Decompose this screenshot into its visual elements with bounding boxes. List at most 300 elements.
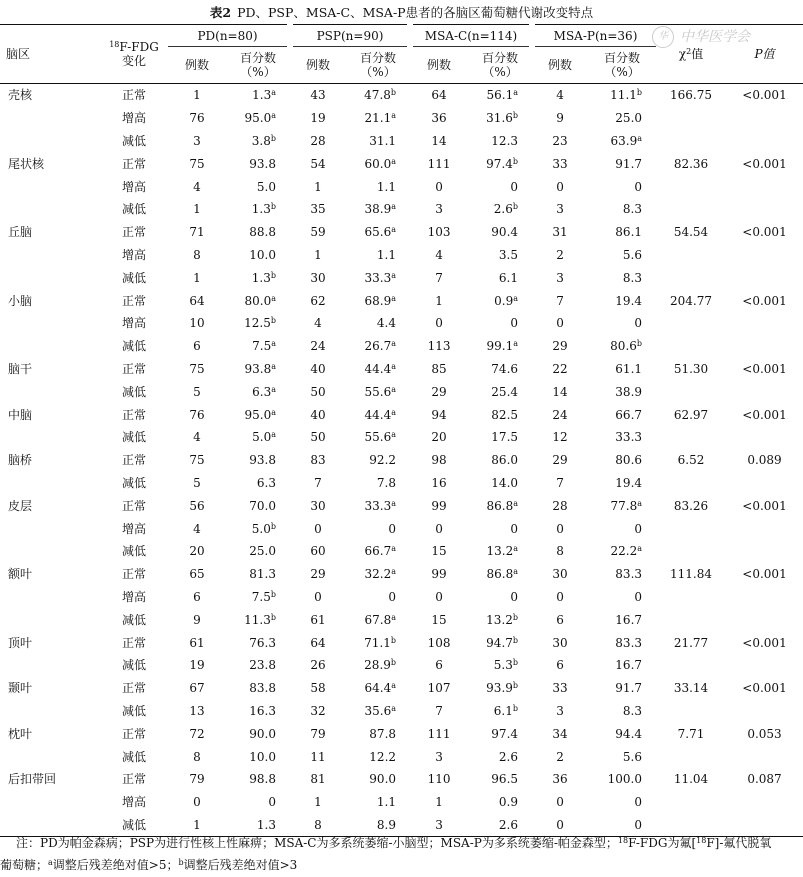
cell-count: 54: [310, 156, 326, 171]
cell-pvalue: [726, 130, 803, 153]
cell-percent: 93.9$^b$: [486, 681, 519, 696]
cell-pvalue: [726, 791, 803, 814]
table-row: [0, 700, 803, 723]
cell-count: 9: [193, 612, 201, 627]
cell-change: 减低: [121, 475, 146, 490]
cell-count: 75: [189, 156, 205, 171]
table-footnote: [0, 832, 803, 876]
table-row: [0, 358, 803, 381]
cell-change: 正常: [121, 407, 146, 422]
cell-pvalue: [726, 380, 803, 403]
cell-count: 85: [431, 361, 447, 376]
cell-percent: 74.6: [491, 361, 519, 376]
cell-chi: [656, 745, 726, 768]
cell-pvalue: [726, 312, 803, 335]
cell-percent: 97.4$^b$: [486, 156, 519, 171]
cell-pvalue: [726, 540, 803, 563]
cell-percent: 6.3: [256, 475, 276, 490]
cell-change: 增高: [121, 179, 146, 194]
cell-percent: 44.4$^a$: [364, 407, 397, 422]
table-row: [0, 472, 803, 495]
table-row: [0, 107, 803, 130]
data-table: [0, 24, 803, 837]
cell-pvalue: <0.001: [742, 225, 787, 240]
cell-percent: 8.3: [622, 202, 643, 217]
cell-percent: 5.6: [622, 247, 643, 262]
cell-pvalue: [726, 244, 803, 267]
table-row: [0, 130, 803, 153]
cell-percent: 55.6$^a$: [364, 384, 397, 399]
cell-count: 30: [310, 498, 326, 513]
cell-percent: 3.8$^b$: [251, 133, 276, 148]
cell-change: 减低: [121, 612, 146, 627]
table-row: [0, 403, 803, 426]
cell-count: 31: [552, 225, 568, 240]
cell-percent: 17.5: [491, 430, 519, 445]
cell-count: 0: [435, 316, 443, 331]
cell-percent: 67.8$^a$: [364, 612, 397, 627]
cell-percent: 19.4: [615, 475, 643, 490]
cell-percent: 0: [388, 521, 397, 536]
cell-region: [0, 608, 100, 631]
cell-percent: 22.2$^a$: [610, 544, 643, 559]
cell-percent: 83.3: [615, 635, 643, 650]
cell-count: 60: [310, 544, 326, 559]
cell-region: [0, 517, 100, 540]
cell-percent: 0.9: [498, 795, 519, 810]
cell-percent: 83.8: [249, 681, 276, 696]
cell-count: 9: [556, 111, 564, 126]
cell-count: 1: [314, 247, 322, 262]
cell-change: 正常: [121, 635, 146, 650]
cell-count: 3: [435, 749, 443, 764]
cell-region: 顶叶: [8, 635, 33, 650]
cell-percent: 0: [510, 521, 519, 536]
cell-region: 后扣带回: [8, 772, 57, 787]
cell-percent: 94.7$^b$: [486, 635, 519, 650]
cell-pvalue: [726, 198, 803, 221]
cell-change: 减低: [121, 133, 146, 148]
cell-count: 0: [314, 521, 322, 536]
cell-percent: 1.3: [226, 814, 290, 837]
cell-chi: [656, 312, 726, 335]
cell-change: 增高: [121, 589, 146, 604]
cell-count: 0: [314, 589, 322, 604]
cell-percent: 8.3: [622, 703, 643, 718]
cell-pvalue: [726, 107, 803, 130]
cell-percent: 10.0: [249, 749, 276, 764]
cell-chi: 7.71: [677, 726, 705, 741]
cell-percent: 38.9: [615, 384, 643, 399]
cell-percent: 19.4: [615, 293, 643, 308]
cell-count: 5: [193, 384, 201, 399]
cell-change: 正常: [121, 681, 146, 696]
cell-region: 皮层: [8, 498, 33, 513]
cell-percent: 5.6: [622, 749, 643, 764]
cell-count: 24: [552, 407, 568, 422]
cell-pvalue: [726, 654, 803, 677]
cell-region: [0, 312, 100, 335]
cell-count: 36: [431, 111, 447, 126]
cell-count: 110: [427, 772, 451, 787]
header-region: 脑区: [0, 25, 100, 84]
table-label: 表2: [209, 5, 232, 20]
cell-count: 22: [552, 361, 568, 376]
cell-percent: 7.8: [376, 475, 397, 490]
cell-region: 尾状核: [8, 156, 45, 171]
cell-percent: 5.3$^b$: [493, 658, 519, 673]
cell-percent: 63.9$^a$: [610, 133, 643, 148]
cell-count: 29: [431, 384, 447, 399]
cell-percent: 5.0$^b$: [251, 521, 276, 536]
cell-percent: 64.4$^a$: [364, 681, 397, 696]
cell-chi: 62.97: [673, 407, 709, 422]
cell-change: 增高: [121, 521, 146, 536]
cell-count: 36: [552, 772, 568, 787]
cell-change: 正常: [121, 772, 146, 787]
cell-count: 15: [431, 612, 447, 627]
cell-count: 8: [193, 749, 201, 764]
table-row: [0, 768, 803, 791]
cell-percent: 0: [268, 795, 276, 810]
cell-count: 29: [552, 453, 568, 468]
cell-count: 24: [310, 339, 326, 354]
cell-percent: 7.5$^b$: [251, 589, 276, 604]
table-row: [0, 517, 803, 540]
cell-count: 67: [189, 681, 205, 696]
cell-change: 减低: [121, 658, 146, 673]
cell-count: 29: [552, 339, 568, 354]
cell-count: 0: [556, 179, 564, 194]
cell-count: 62: [310, 293, 326, 308]
watermark-text: 中华医学会: [680, 29, 750, 45]
cell-count: 20: [431, 430, 447, 445]
cell-percent: 71.1$^b$: [364, 635, 397, 650]
cell-chi: 54.54: [673, 225, 709, 240]
table-row: [0, 722, 803, 745]
cell-change: 正常: [121, 293, 146, 308]
header-count: 例数: [305, 58, 330, 72]
cell-region: [0, 791, 100, 814]
cell-change: 减低: [121, 749, 146, 764]
cell-percent: 90.0: [249, 726, 276, 741]
cell-chi: [656, 700, 726, 723]
cell-percent: 33.3: [615, 430, 643, 445]
table-row: [0, 84, 803, 107]
cell-count: 7: [435, 270, 443, 285]
cell-percent: 83.3: [615, 567, 643, 582]
cell-count: 3: [556, 202, 564, 217]
cell-percent: 86.0: [491, 453, 519, 468]
cell-percent: 26.7$^a$: [364, 339, 397, 354]
cell-count: 6: [193, 339, 201, 354]
cell-count: 71: [189, 225, 205, 240]
cell-percent: 12.5$^b$: [244, 316, 276, 331]
cell-count: 3: [410, 814, 468, 837]
cell-percent: 90.0: [369, 772, 397, 787]
cell-percent: 12.2: [369, 749, 397, 764]
cell-count: 0: [193, 795, 201, 810]
cell-region: [0, 472, 100, 495]
header-count: 例数: [427, 58, 452, 72]
cell-chi: 204.77: [670, 293, 713, 308]
cell-percent: 31.6$^b$: [486, 111, 519, 126]
cell-percent: 88.8: [249, 225, 276, 240]
cell-percent: 0.9$^a$: [494, 293, 519, 308]
cell-percent: 97.4: [491, 726, 519, 741]
table-row: [0, 426, 803, 449]
cell-count: 33: [552, 681, 568, 696]
table-row: [0, 244, 803, 267]
cell-percent: 2.6$^b$: [493, 202, 519, 217]
cell-count: 61: [189, 635, 205, 650]
cell-percent: 6.1$^b$: [493, 703, 519, 718]
table-row: [0, 540, 803, 563]
cell-count: 3: [556, 703, 564, 718]
cell-percent: 81.3: [249, 567, 276, 582]
cell-count: 81: [310, 772, 326, 787]
cell-change: 增高: [121, 111, 146, 126]
cell-percent: 98.8: [249, 772, 276, 787]
cell-change: 减低: [121, 339, 146, 354]
cell-region: 颞叶: [8, 681, 33, 696]
cell-pvalue: [726, 700, 803, 723]
cell-percent: 33.3$^a$: [364, 498, 397, 513]
cell-count: 61: [310, 612, 326, 627]
cell-count: 99: [431, 567, 447, 582]
cell-region: [0, 198, 100, 221]
cell-count: 3: [556, 270, 564, 285]
header-p: P值: [726, 25, 803, 84]
cell-count: 5: [193, 475, 201, 490]
cell-count: 1: [435, 795, 443, 810]
cell-percent: 55.6$^a$: [364, 430, 397, 445]
cell-count: 4: [556, 88, 564, 103]
cell-percent: 93.8$^a$: [244, 361, 276, 376]
cell-change: 正常: [121, 726, 146, 741]
cell-pvalue: 0.053: [747, 726, 782, 741]
cell-region: 丘脑: [8, 225, 33, 240]
cell-percent: 86.8$^a$: [486, 567, 519, 582]
cell-pvalue: <0.001: [742, 681, 787, 696]
cell-count: 14: [552, 384, 568, 399]
cell-pvalue: <0.001: [742, 88, 787, 103]
cell-count: 11: [310, 749, 326, 764]
cell-percent: 13.2$^b$: [486, 612, 519, 627]
cell-percent: 86.1: [615, 225, 643, 240]
table-row: [0, 449, 803, 472]
table-body: [0, 84, 803, 837]
cell-count: 30: [552, 567, 568, 582]
cell-change: 正常: [121, 88, 146, 103]
cell-count: 72: [189, 726, 205, 741]
header-group-pd: PD(n=80): [168, 25, 290, 47]
cell-chi: [656, 198, 726, 221]
cell-change: 正常: [121, 567, 146, 582]
cell-percent: 11.1$^b$: [610, 88, 643, 103]
cell-count: 75: [189, 361, 205, 376]
cell-count: 0: [556, 589, 564, 604]
seal-icon: 华: [652, 26, 674, 48]
header-group-msap: MSA-P(n=36): [532, 25, 656, 47]
table-row: [0, 586, 803, 609]
cell-percent: 11.3$^b$: [244, 612, 276, 627]
table-row: [0, 563, 803, 586]
cell-percent: 35.6$^a$: [364, 703, 397, 718]
cell-change: 正常: [121, 156, 146, 171]
cell-pvalue: [726, 745, 803, 768]
cell-percent: 3.5: [498, 247, 519, 262]
cell-count: 40: [310, 361, 326, 376]
cell-chi: 6.52: [677, 453, 705, 468]
cell-region: [0, 175, 100, 198]
cell-chi: [656, 540, 726, 563]
cell-count: 6: [193, 589, 201, 604]
cell-change: 减低: [100, 814, 168, 837]
cell-count: 33: [552, 156, 568, 171]
cell-count: 59: [310, 225, 326, 240]
cell-change: 正常: [121, 453, 146, 468]
cell-region: [0, 700, 100, 723]
cell-count: 113: [427, 339, 451, 354]
cell-percent: 31.1: [369, 133, 397, 148]
cell-percent: 91.7: [615, 681, 643, 696]
cell-percent: 1.1: [376, 179, 397, 194]
header-fdg: $^{18}$F-FDG 变化: [100, 25, 168, 84]
cell-region: [0, 266, 100, 289]
cell-percent: 25.4: [491, 384, 519, 399]
cell-percent: 0: [634, 521, 643, 536]
table-row: [0, 266, 803, 289]
cell-percent: 25.0: [249, 544, 276, 559]
cell-count: 2: [556, 247, 564, 262]
cell-chi: [656, 244, 726, 267]
cell-percent: 12.3: [491, 133, 519, 148]
cell-count: 58: [310, 681, 326, 696]
footnote-line-1: 注：PD为帕金森病；PSP为进行性核上性麻痹；MSA-C为多系统萎缩-小脑型；MSA-P为多系统萎缩-帕金森型；$^{18}$F-FDG为氟[$^{18}$F]-氟代脱氧: [16, 836, 772, 850]
cell-percent: 82.5: [491, 407, 519, 422]
cell-percent: 66.7$^a$: [364, 544, 397, 559]
cell-percent: 68.9$^a$: [364, 293, 397, 308]
cell-percent: 0: [510, 179, 519, 194]
cell-count: 83: [310, 453, 326, 468]
cell-region: [0, 426, 100, 449]
cell-count: 35: [310, 202, 326, 217]
header-chi: $\chi^2$值: [656, 25, 726, 84]
cell-count: 99: [431, 498, 447, 513]
cell-count: 3: [435, 202, 443, 217]
cell-percent: 99.1$^a$: [486, 339, 519, 354]
cell-percent: 95.0$^a$: [244, 407, 276, 422]
table-row: [0, 335, 803, 358]
cell-pvalue: [726, 335, 803, 358]
cell-percent: 21.1$^a$: [364, 111, 397, 126]
cell-count: 65: [189, 567, 205, 582]
cell-count: 1: [435, 293, 443, 308]
cell-percent: 1.3$^b$: [251, 202, 276, 217]
cell-region: [0, 540, 100, 563]
cell-percent: 1.1: [376, 795, 397, 810]
cell-percent: 4.4: [376, 316, 397, 331]
cell-region: 额叶: [8, 567, 33, 582]
cell-chi: 51.30: [673, 361, 709, 376]
cell-change: 减低: [121, 202, 146, 217]
cell-region: [0, 654, 100, 677]
cell-region: [0, 107, 100, 130]
cell-count: 4: [314, 316, 322, 331]
cell-chi: 21.77: [673, 635, 709, 650]
cell-count: 79: [189, 772, 205, 787]
cell-pvalue: [726, 175, 803, 198]
header-count: 例数: [184, 58, 209, 72]
cell-percent: 0: [634, 589, 643, 604]
cell-percent: 38.9$^a$: [364, 202, 397, 217]
cell-chi: [656, 608, 726, 631]
cell-count: 1: [193, 88, 201, 103]
cell-percent: 60.0$^a$: [364, 156, 397, 171]
cell-count: 6: [556, 612, 564, 627]
cell-pvalue: <0.001: [742, 635, 787, 650]
cell-percent: 94.4: [615, 726, 643, 741]
cell-count: 0: [435, 179, 443, 194]
cell-count: 6: [556, 658, 564, 673]
cell-chi: 82.36: [673, 156, 709, 171]
cell-count: 1: [193, 270, 201, 285]
table-row: [0, 380, 803, 403]
cell-count: 75: [189, 453, 205, 468]
table-row: [0, 221, 803, 244]
cell-change: 减低: [121, 270, 146, 285]
cell-count: 14: [431, 133, 447, 148]
cell-percent: 32.2$^a$: [364, 567, 397, 582]
cell-count: 64: [189, 293, 205, 308]
cell-chi: [656, 586, 726, 609]
cell-count: 30: [310, 270, 326, 285]
cell-count: 76: [189, 111, 205, 126]
cell-count: 1: [168, 814, 226, 837]
cell-count: 103: [427, 225, 451, 240]
cell-count: 40: [310, 407, 326, 422]
cell-percent: 0: [634, 316, 643, 331]
table-row: [0, 745, 803, 768]
cell-percent: 70.0: [249, 498, 276, 513]
cell-change: 增高: [121, 316, 146, 331]
table-row: [0, 312, 803, 335]
cell-percent: 80.6: [615, 453, 643, 468]
table-caption: [0, 3, 803, 21]
cell-count: 111: [427, 726, 451, 741]
cell-region: [0, 244, 100, 267]
cell-pvalue: <0.001: [742, 293, 787, 308]
cell-count: 32: [310, 703, 326, 718]
table-row: [0, 198, 803, 221]
cell-percent: 8.9: [346, 814, 410, 837]
header-group-psp: PSP(n=90): [290, 25, 410, 47]
cell-chi: [656, 791, 726, 814]
cell-count: 8: [193, 247, 201, 262]
cell-count: 7: [314, 475, 322, 490]
cell-percent: 80.0$^a$: [244, 293, 276, 308]
cell-percent: 80.6$^b$: [610, 339, 643, 354]
cell-count: 26: [310, 658, 326, 673]
cell-percent: 7.5$^a$: [252, 339, 276, 354]
cell-change: 减低: [121, 430, 146, 445]
cell-chi: [656, 380, 726, 403]
cell-count: 23: [552, 133, 568, 148]
cell-chi: 83.26: [673, 498, 709, 513]
cell-count: 20: [189, 544, 205, 559]
cell-percent: 5.0: [256, 179, 276, 194]
